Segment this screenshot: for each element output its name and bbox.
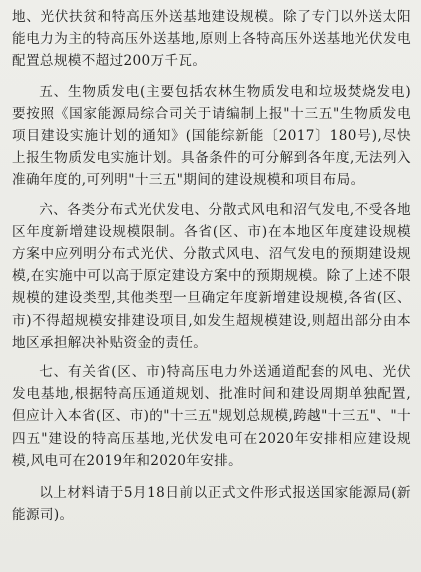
paragraph-closing-instruction: 以上材料请于5月18日前以正式文件形式报送国家能源局(新能源司)。 <box>12 485 411 524</box>
paragraph-item-6-distributed: 六、各类分布式光伏发电、分散式风电和沼气发电,不受各地区年度新增建设规模限制。各省(区、市)在本地区年度建设规模方案中应列明分布式光伏、分散式风电、沼气发电的预期建设规模,在实施中可以高于原定建设方案中的预期规模。除了上述不限规模的建设类型,其他类型一旦确定年度新增建设规模,各省(区、市)不得超规模安排建设项目,如发生超规模建设,则超出部分由本地区承担解决补贴资金的责任。 <box>12 201 411 351</box>
paragraph-item-7-uhv-bases: 七、有关省(区、市)特高压电力外送通道配套的风电、光伏发电基地,根据特高压通道规划、批准时间和建设周期单独配置,但应计入本省(区、市)的"十三五"规划总规模,跨越"十三五"、"十四五"建设的特高压基地,光伏发电可在2020年安排相应建设规模,风电可在2019年和2020年安排。 <box>12 364 411 469</box>
paragraph-item-5-biomass: 五、生物质发电(主要包括农林生物质发电和垃圾焚烧发电)要按照《国家能源局综合司关于请编制上报"十三五"生物质发电项目建设实施计划的通知》(国能综新能〔2017〕180号),尽快上报生物质发电实施计划。具备条件的可分解到各年度,无法列入准确年度的,可列明"十三五"期间的建设规模和项目布局。 <box>12 83 411 189</box>
paragraph-continuation: 地、光伏扶贫和特高压外送基地建设规模。除了专门以外送太阳能电力为主的特高压外送基地,原则上各特高压外送基地光伏发电配置总规模不超过200万千瓦。 <box>12 9 411 70</box>
